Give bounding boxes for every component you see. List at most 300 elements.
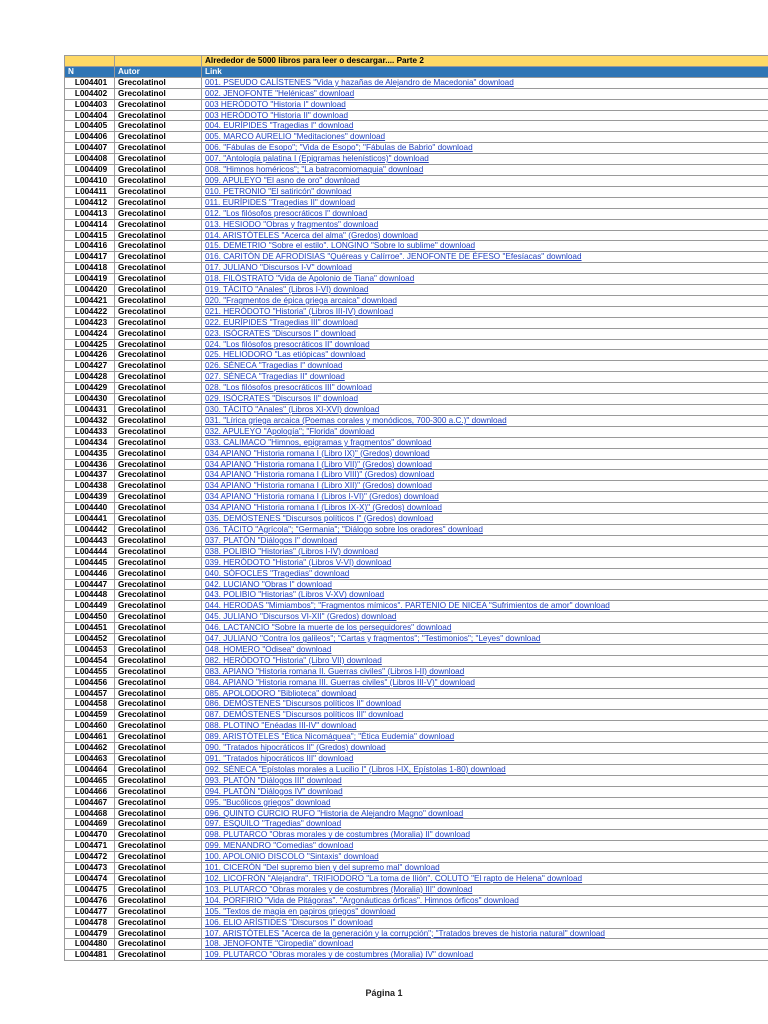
table-row <box>65 361 768 372</box>
row-link[interactable]: 007. "Antología palatina I (Epigramas helenísticos)" download <box>202 154 768 165</box>
table-row <box>65 132 768 143</box>
row-id-cell: L004469 <box>65 819 115 830</box>
row-link[interactable]: 004. EURÍPIDES "Tragedias I" download <box>202 121 768 132</box>
row-author-cell: Grecolatinol <box>115 415 202 426</box>
row-link[interactable]: 094. PLATÓN "Diálogos IV" download <box>202 786 768 797</box>
table-row <box>65 688 768 699</box>
table-row <box>65 448 768 459</box>
table-row <box>65 88 768 99</box>
row-link[interactable]: 026. SÉNECA "Tragedias I" download <box>202 361 768 372</box>
row-id-cell: L004405 <box>65 121 115 132</box>
row-author-cell: Grecolatinol <box>115 154 202 165</box>
row-link[interactable]: 016. CARITÓN DE AFRODISIAS "Quéreas y Calírroe". JENOFONTE DE ÉFESO "Efesíacas" download <box>202 252 768 263</box>
row-id-cell: L004477 <box>65 906 115 917</box>
row-author-cell: Grecolatinol <box>115 666 202 677</box>
row-link[interactable]: 033. CALIMACO "Himnos, epigramas y fragmentos" download <box>202 437 768 448</box>
row-author-cell: Grecolatinol <box>115 437 202 448</box>
row-link[interactable]: 003 HERÓDOTO "Historia I" download <box>202 99 768 110</box>
table-row <box>65 503 768 514</box>
table-row <box>65 481 768 492</box>
row-author-cell: Grecolatinol <box>115 557 202 568</box>
row-author-cell: Grecolatinol <box>115 503 202 514</box>
row-link[interactable]: 010. PETRONIO "El satiricón" download <box>202 186 768 197</box>
row-id-cell: L004459 <box>65 710 115 721</box>
row-link[interactable]: 037. PLATÓN "Diálogos I" download <box>202 535 768 546</box>
row-id-cell: L004462 <box>65 743 115 754</box>
row-link[interactable]: 042. LUCIANO "Obras I" download <box>202 579 768 590</box>
row-id-cell: L004414 <box>65 219 115 230</box>
row-link[interactable]: 032. APULEYO "Apología"; "Florida" download <box>202 426 768 437</box>
row-link[interactable]: 019. TÁCITO "Anales" (Libros I-VI) download <box>202 285 768 296</box>
table-row <box>65 590 768 601</box>
row-link[interactable]: 104. PORFIRIO "Vida de Pitágoras". "Argonáuticas órficas". Himnos órficos" download <box>202 895 768 906</box>
row-author-cell: Grecolatinol <box>115 775 202 786</box>
row-id-cell: L004448 <box>65 590 115 601</box>
row-id-cell: L004470 <box>65 830 115 841</box>
row-author-cell: Grecolatinol <box>115 88 202 99</box>
row-id-cell: L004426 <box>65 350 115 361</box>
table-row <box>65 274 768 285</box>
table-row <box>65 863 768 874</box>
table-row <box>65 383 768 394</box>
row-link[interactable]: 034 APIANO "Historia romana I (Libro VIII)" (Gredos) download <box>202 470 768 481</box>
row-id-cell: L004406 <box>65 132 115 143</box>
table-row <box>65 99 768 110</box>
row-author-cell: Grecolatinol <box>115 121 202 132</box>
table-row <box>65 939 768 950</box>
row-link[interactable]: 085. APOLODORO "Biblioteca" download <box>202 688 768 699</box>
table-row <box>65 186 768 197</box>
row-author-cell: Grecolatinol <box>115 426 202 437</box>
table-row <box>65 426 768 437</box>
row-link[interactable]: 034 APIANO "Historia romana I (Libro XII)" (Gredos) download <box>202 481 768 492</box>
row-author-cell: Grecolatinol <box>115 623 202 634</box>
row-link[interactable]: 093. PLATÓN "Diálogos III" download <box>202 775 768 786</box>
row-link[interactable]: 018. FILÓSTRATO "Vida de Apolonio de Tiana" download <box>202 274 768 285</box>
row-author-cell: Grecolatinol <box>115 219 202 230</box>
row-id-cell: L004467 <box>65 797 115 808</box>
row-id-cell: L004472 <box>65 852 115 863</box>
row-link[interactable]: 103. PLUTARCO "Obras morales y de costumbres (Moralia) III" download <box>202 884 768 895</box>
row-link[interactable]: 009. APULEYO "El asno de oro" download <box>202 175 768 186</box>
table-row <box>65 328 768 339</box>
table-row <box>65 557 768 568</box>
row-id-cell: L004432 <box>65 415 115 426</box>
column-header-n: N <box>65 66 115 77</box>
row-author-cell: Grecolatinol <box>115 830 202 841</box>
row-link[interactable]: 102. LICOFRÓN "Alejandra". TRIFIODORO "La toma de Ilión". COLUTO "El rapto de Helena" download <box>202 873 768 884</box>
row-id-cell: L004437 <box>65 470 115 481</box>
row-author-cell: Grecolatinol <box>115 873 202 884</box>
table-row <box>65 655 768 666</box>
table-row <box>65 743 768 754</box>
row-id-cell: L004404 <box>65 110 115 121</box>
row-author-cell: Grecolatinol <box>115 448 202 459</box>
row-link[interactable]: 047. JULIANO "Contra los galileos"; "Cartas y fragmentos"; "Testimonios"; "Leyes" download <box>202 634 768 645</box>
table-row <box>65 634 768 645</box>
row-link[interactable]: 006. "Fábulas de Esopo"; "Vida de Esopo"; "Fábulas de Babrio" download <box>202 143 768 154</box>
row-id-cell: L004456 <box>65 677 115 688</box>
row-link[interactable]: 036. TÁCITO "Agrícola"; "Germania"; "Diálogo sobre los oradores" download <box>202 524 768 535</box>
row-id-cell: L004435 <box>65 448 115 459</box>
row-author-cell: Grecolatinol <box>115 601 202 612</box>
row-author-cell: Grecolatinol <box>115 732 202 743</box>
row-author-cell: Grecolatinol <box>115 350 202 361</box>
row-author-cell: Grecolatinol <box>115 612 202 623</box>
row-id-cell: L004424 <box>65 328 115 339</box>
row-link[interactable]: 109. PLUTARCO "Obras morales y de costumbres (Moralia) IV" download <box>202 950 768 961</box>
row-link[interactable]: 027. SÉNECA "Tragedias II" download <box>202 372 768 383</box>
row-link[interactable]: 084. APIANO "Historia romana III. Guerras civiles" (Libros III-V)" download <box>202 677 768 688</box>
row-author-cell: Grecolatinol <box>115 405 202 416</box>
row-author-cell: Grecolatinol <box>115 241 202 252</box>
table-row <box>65 677 768 688</box>
row-link[interactable]: 088. PLOTINO "Enéadas III-IV" download <box>202 721 768 732</box>
row-id-cell: L004461 <box>65 732 115 743</box>
row-link[interactable]: 029. ISÓCRATES "Discursos II" download <box>202 394 768 405</box>
row-link[interactable]: 106. ELIO ARÍSTIDES "Discursos I" download <box>202 917 768 928</box>
row-author-cell: Grecolatinol <box>115 306 202 317</box>
row-author-cell: Grecolatinol <box>115 274 202 285</box>
row-author-cell: Grecolatinol <box>115 295 202 306</box>
table-row <box>65 928 768 939</box>
row-id-cell: L004465 <box>65 775 115 786</box>
table-row <box>65 350 768 361</box>
table-row <box>65 754 768 765</box>
column-header-link: Link <box>202 66 768 77</box>
row-link[interactable]: 082. HERÓDOTO "Historia" (Libro VII) download <box>202 655 768 666</box>
row-link[interactable]: 030. TÁCITO "Anales" (Libros XI-XVI) download <box>202 405 768 416</box>
row-id-cell: L004439 <box>65 492 115 503</box>
row-author-cell: Grecolatinol <box>115 186 202 197</box>
row-id-cell: L004466 <box>65 786 115 797</box>
row-id-cell: L004464 <box>65 764 115 775</box>
row-link[interactable]: 023. ISÓCRATES "Discursos I" download <box>202 328 768 339</box>
row-author-cell: Grecolatinol <box>115 710 202 721</box>
row-id-cell: L004410 <box>65 175 115 186</box>
table-row <box>65 295 768 306</box>
row-link[interactable]: 002. JENOFONTE "Helénicas" download <box>202 88 768 99</box>
row-id-cell: L004441 <box>65 514 115 525</box>
row-id-cell: L004444 <box>65 546 115 557</box>
header-row <box>65 66 768 77</box>
row-author-cell: Grecolatinol <box>115 263 202 274</box>
table-row <box>65 437 768 448</box>
table-row <box>65 721 768 732</box>
row-author-cell: Grecolatinol <box>115 230 202 241</box>
row-author-cell: Grecolatinol <box>115 590 202 601</box>
row-id-cell: L004403 <box>65 99 115 110</box>
row-link[interactable]: 045. JULIANO "Discursos VI-XII" (Gredos) download <box>202 612 768 623</box>
sheet-title: Alrededor de 5000 libros para leer o descargar.... Parte 2 <box>202 56 768 67</box>
row-author-cell: Grecolatinol <box>115 328 202 339</box>
row-id-cell: L004425 <box>65 339 115 350</box>
row-id-cell: L004430 <box>65 394 115 405</box>
row-link[interactable]: 021. HERÓDOTO "Historia" (Libros III-IV) download <box>202 306 768 317</box>
table-body <box>65 56 768 961</box>
row-author-cell: Grecolatinol <box>115 884 202 895</box>
page-number: Página 1 <box>365 988 403 998</box>
row-id-cell: L004442 <box>65 524 115 535</box>
table-row <box>65 917 768 928</box>
row-link[interactable]: 099. MENANDRO "Comedias" download <box>202 841 768 852</box>
row-link[interactable]: 101. CICERÓN "Del supremo bien y del supremo mal" download <box>202 863 768 874</box>
row-author-cell: Grecolatinol <box>115 394 202 405</box>
row-link[interactable]: 038. POLIBIO "Historias" (Libros I-IV) download <box>202 546 768 557</box>
row-id-cell: L004419 <box>65 274 115 285</box>
row-id-cell: L004433 <box>65 426 115 437</box>
row-link[interactable]: 020. "Fragmentos de épica griega arcaica" download <box>202 295 768 306</box>
row-id-cell: L004418 <box>65 263 115 274</box>
row-author-cell: Grecolatinol <box>115 492 202 503</box>
row-link[interactable]: 031. "Lírica griega arcaica (Poemas corales y monódicos, 700-300 a.C.)" download <box>202 415 768 426</box>
row-link[interactable]: 034 APIANO "Historia romana I (Libro IX)" (Gredos) download <box>202 448 768 459</box>
row-link[interactable]: 015. DEMETRIO "Sobre el estilo". LONGINO "Sobre lo sublime" download <box>202 241 768 252</box>
row-link[interactable]: 011. EURÍPIDES "Tragedias II" download <box>202 197 768 208</box>
table-row <box>65 786 768 797</box>
row-link[interactable]: 091. "Tratados hipocráticos III" download <box>202 754 768 765</box>
row-id-cell: L004474 <box>65 873 115 884</box>
row-id-cell: L004481 <box>65 950 115 961</box>
row-link[interactable]: 017. JULIANO "Discursos I-V" download <box>202 263 768 274</box>
row-author-cell: Grecolatinol <box>115 939 202 950</box>
row-link[interactable]: 089. ARISTÓTELES "Ética Nicomáquea"; "Ética Eudemia" download <box>202 732 768 743</box>
row-link[interactable]: 043. POLIBIO "Historias" (Libros V-XV) download <box>202 590 768 601</box>
row-link[interactable]: 001. PSEUDO CALÍSTENES "Vida y hazañas de Alejandro de Macedonia" download <box>202 77 768 88</box>
table-row <box>65 873 768 884</box>
row-author-cell: Grecolatinol <box>115 852 202 863</box>
row-id-cell: L004455 <box>65 666 115 677</box>
table-row <box>65 666 768 677</box>
table-row <box>65 797 768 808</box>
row-author-cell: Grecolatinol <box>115 819 202 830</box>
table-row <box>65 852 768 863</box>
row-author-cell: Grecolatinol <box>115 339 202 350</box>
row-link[interactable]: 048. HOMERO "Odisea" download <box>202 644 768 655</box>
row-link[interactable]: 034 APIANO "Historia romana I (Libros I-VI)" (Gredos) download <box>202 492 768 503</box>
row-link[interactable]: 034 APIANO "Historia romana I (Libros IX-X)" (Gredos) download <box>202 503 768 514</box>
row-author-cell: Grecolatinol <box>115 754 202 765</box>
row-author-cell: Grecolatinol <box>115 470 202 481</box>
table-row <box>65 775 768 786</box>
row-id-cell: L004402 <box>65 88 115 99</box>
row-id-cell: L004412 <box>65 197 115 208</box>
row-author-cell: Grecolatinol <box>115 546 202 557</box>
row-link[interactable]: 034 APIANO "Historia romana I (Libro VII)" (Gredos) download <box>202 459 768 470</box>
row-id-cell: L004428 <box>65 372 115 383</box>
row-id-cell: L004479 <box>65 928 115 939</box>
row-id-cell: L004408 <box>65 154 115 165</box>
row-author-cell: Grecolatinol <box>115 372 202 383</box>
row-link[interactable]: 005. MARCO AURELIO "Meditaciones" download <box>202 132 768 143</box>
row-id-cell: L004480 <box>65 939 115 950</box>
row-author-cell: Grecolatinol <box>115 808 202 819</box>
table-row <box>65 808 768 819</box>
row-id-cell: L004420 <box>65 285 115 296</box>
table-row <box>65 732 768 743</box>
row-author-cell: Grecolatinol <box>115 459 202 470</box>
row-author-cell: Grecolatinol <box>115 579 202 590</box>
row-link[interactable]: 108. JENOFONTE "Ciropedia" download <box>202 939 768 950</box>
row-id-cell: L004468 <box>65 808 115 819</box>
table-row <box>65 830 768 841</box>
row-link[interactable]: 024. "Los filósofos presocráticos II" download <box>202 339 768 350</box>
row-id-cell: L004451 <box>65 623 115 634</box>
table-row <box>65 372 768 383</box>
table-row <box>65 165 768 176</box>
row-id-cell: L004454 <box>65 655 115 666</box>
row-link[interactable]: 003 HERÓDOTO "Historia II" download <box>202 110 768 121</box>
row-link[interactable]: 044. HERODAS "Mimiambos"; "Fragmentos mímicos". PARTENIO DE NICEA "Sufrimientos de amor" download <box>202 601 768 612</box>
row-id-cell: L004457 <box>65 688 115 699</box>
row-author-cell: Grecolatinol <box>115 110 202 121</box>
table-row <box>65 77 768 88</box>
row-link[interactable]: 092. SÉNECA "Epístolas morales a Lucilio I" (Libros I-IX, Epístolas 1-80) download <box>202 764 768 775</box>
row-id-cell: L004478 <box>65 917 115 928</box>
row-link[interactable]: 014. ARISTÓTELES "Acerca del alma" (Gredos) download <box>202 230 768 241</box>
row-id-cell: L004417 <box>65 252 115 263</box>
row-link[interactable]: 039. HERÓDOTO "Historia" (Libros V-VI) download <box>202 557 768 568</box>
row-author-cell: Grecolatinol <box>115 841 202 852</box>
table-row <box>65 764 768 775</box>
row-author-cell: Grecolatinol <box>115 688 202 699</box>
table-row <box>65 219 768 230</box>
row-author-cell: Grecolatinol <box>115 699 202 710</box>
table-row <box>65 110 768 121</box>
row-author-cell: Grecolatinol <box>115 743 202 754</box>
title-blank-cell <box>115 56 202 67</box>
row-id-cell: L004476 <box>65 895 115 906</box>
row-author-cell: Grecolatinol <box>115 764 202 775</box>
row-id-cell: L004460 <box>65 721 115 732</box>
row-id-cell: L004436 <box>65 459 115 470</box>
row-id-cell: L004427 <box>65 361 115 372</box>
table-row <box>65 121 768 132</box>
row-link[interactable]: 035. DEMÓSTENES "Discursos políticos I" (Gredos) download <box>202 514 768 525</box>
row-author-cell: Grecolatinol <box>115 143 202 154</box>
row-id-cell: L004415 <box>65 230 115 241</box>
table-row <box>65 339 768 350</box>
row-id-cell: L004453 <box>65 644 115 655</box>
row-link[interactable]: 090. "Tratados hipocráticos II" (Gredos) download <box>202 743 768 754</box>
row-id-cell: L004421 <box>65 295 115 306</box>
table-row <box>65 175 768 186</box>
row-author-cell: Grecolatinol <box>115 906 202 917</box>
row-link[interactable]: 087. DEMÓSTENES "Discursos políticos III" download <box>202 710 768 721</box>
table-row <box>65 394 768 405</box>
row-author-cell: Grecolatinol <box>115 285 202 296</box>
table-row <box>65 568 768 579</box>
row-id-cell: L004475 <box>65 884 115 895</box>
row-author-cell: Grecolatinol <box>115 132 202 143</box>
row-author-cell: Grecolatinol <box>115 917 202 928</box>
row-author-cell: Grecolatinol <box>115 514 202 525</box>
row-link[interactable]: 028. "Los filósofos presocráticos III" download <box>202 383 768 394</box>
table-row <box>65 884 768 895</box>
row-link[interactable]: 105. "Textos de magia en papiros griegos" download <box>202 906 768 917</box>
row-author-cell: Grecolatinol <box>115 950 202 961</box>
row-author-cell: Grecolatinol <box>115 655 202 666</box>
row-author-cell: Grecolatinol <box>115 361 202 372</box>
row-author-cell: Grecolatinol <box>115 99 202 110</box>
row-id-cell: L004422 <box>65 306 115 317</box>
row-link[interactable]: 097. ESQUILO "Tragedias" download <box>202 819 768 830</box>
row-author-cell: Grecolatinol <box>115 644 202 655</box>
table-row <box>65 841 768 852</box>
table-row <box>65 263 768 274</box>
row-id-cell: L004445 <box>65 557 115 568</box>
table-row <box>65 470 768 481</box>
row-link[interactable]: 096. QUINTO CURCIO RUFO "Historia de Alejandro Magno" download <box>202 808 768 819</box>
row-author-cell: Grecolatinol <box>115 317 202 328</box>
row-link[interactable]: 083. APIANO "Historia romana II. Guerras civiles" (Libros I-II) download <box>202 666 768 677</box>
row-link[interactable]: 107. ARISTÓTELES "Acerca de la generación y la corrupción"; "Tratados breves de historia natural" download <box>202 928 768 939</box>
row-link[interactable]: 095. "Bucólicos griegos" download <box>202 797 768 808</box>
row-author-cell: Grecolatinol <box>115 208 202 219</box>
row-id-cell: L004446 <box>65 568 115 579</box>
table-row <box>65 241 768 252</box>
row-id-cell: L004438 <box>65 481 115 492</box>
row-link[interactable]: 008. "Himnos homéricos"; "La batracomiomaquia" download <box>202 165 768 176</box>
column-header-autor: Autor <box>115 66 202 77</box>
table-row <box>65 579 768 590</box>
table-row <box>65 459 768 470</box>
row-id-cell: L004447 <box>65 579 115 590</box>
row-link[interactable]: 040. SÓFOCLES "Tragedias" download <box>202 568 768 579</box>
row-author-cell: Grecolatinol <box>115 863 202 874</box>
table-row <box>65 623 768 634</box>
row-link[interactable]: 046. LACTANCIO "Sobre la muerte de los perseguidores" download <box>202 623 768 634</box>
table-row <box>65 546 768 557</box>
table-row <box>65 950 768 961</box>
row-link[interactable]: 013. HESIODO "Obras y fragmentos" download <box>202 219 768 230</box>
row-id-cell: L004411 <box>65 186 115 197</box>
row-link[interactable]: 022. EURÍPIDES "Tragedias III" download <box>202 317 768 328</box>
row-author-cell: Grecolatinol <box>115 797 202 808</box>
table-row <box>65 819 768 830</box>
spreadsheet-table <box>64 55 768 961</box>
row-link[interactable]: 012. "Los filósofos presocráticos I" download <box>202 208 768 219</box>
table-row <box>65 514 768 525</box>
row-id-cell: L004471 <box>65 841 115 852</box>
row-id-cell: L004452 <box>65 634 115 645</box>
row-author-cell: Grecolatinol <box>115 165 202 176</box>
row-link[interactable]: 086. DEMÓSTENES "Discursos políticos II" download <box>202 699 768 710</box>
row-author-cell: Grecolatinol <box>115 895 202 906</box>
row-author-cell: Grecolatinol <box>115 634 202 645</box>
row-author-cell: Grecolatinol <box>115 677 202 688</box>
table-row <box>65 644 768 655</box>
table-row <box>65 710 768 721</box>
table-row <box>65 895 768 906</box>
row-id-cell: L004429 <box>65 383 115 394</box>
table-row <box>65 415 768 426</box>
table-row <box>65 612 768 623</box>
title-row <box>65 56 768 67</box>
row-link[interactable]: 098. PLUTARCO "Obras morales y de costumbres (Moralia) II" download <box>202 830 768 841</box>
table-row <box>65 524 768 535</box>
row-link[interactable]: 100. APOLONIO DISCOLO "Sintaxis" download <box>202 852 768 863</box>
row-author-cell: Grecolatinol <box>115 252 202 263</box>
row-author-cell: Grecolatinol <box>115 928 202 939</box>
row-link[interactable]: 025. HELIODORO "Las etiópicas" download <box>202 350 768 361</box>
row-id-cell: L004413 <box>65 208 115 219</box>
row-author-cell: Grecolatinol <box>115 568 202 579</box>
title-blank-cell <box>65 56 115 67</box>
row-author-cell: Grecolatinol <box>115 524 202 535</box>
row-author-cell: Grecolatinol <box>115 383 202 394</box>
row-author-cell: Grecolatinol <box>115 481 202 492</box>
